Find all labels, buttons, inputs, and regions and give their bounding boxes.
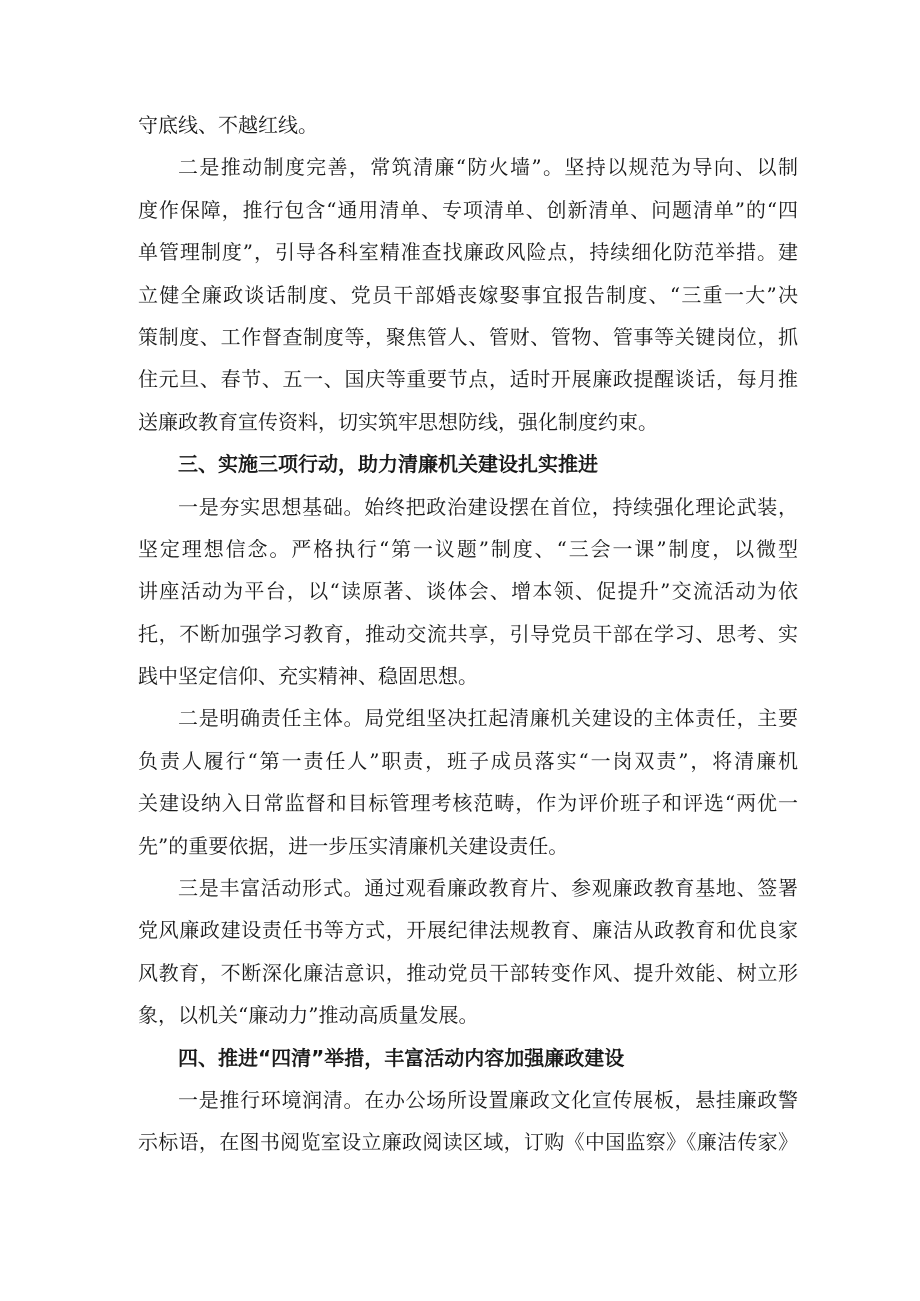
paragraph-first-line: 三是丰富活动形式。通过观看廉政教育片、参观廉政教育基地、签署	[178, 876, 798, 901]
section-heading: 四、推进“四清”举措，丰富活动内容加强廉政建设	[178, 1045, 625, 1070]
text-line: 践中坚定信仰、充实精神、稳固思想。	[138, 664, 478, 689]
paragraph-first-line: 二是明确责任主体。局党组坚决扛起清廉机关建设的主体责任，主要	[178, 706, 798, 731]
paragraph-first-line: 一是推行环境润清。在办公场所设置廉政文化宣传展板，悬挂廉政警	[178, 1087, 798, 1112]
text-line: 守底线、不越红线。	[138, 113, 318, 137]
text-line: 讲座活动为平台，以“读原著、谈体会、增本领、促提升”交流活动为依	[138, 579, 798, 604]
text-line: 单管理制度”，引导各科室精准查找廉政风险点，持续细化防范举措。建	[138, 240, 798, 265]
paragraph-first-line: 二是推动制度完善，常筑清廉“防火墙”。坚持以规范为导向、以制	[178, 155, 798, 180]
text-line: 党风廉政建设责任书等方式，开展纪律法规教育、廉洁从政教育和优良家	[138, 918, 798, 943]
text-line: 先”的重要依据，进一步压实清廉机关建设责任。	[138, 833, 569, 858]
text-line: 策制度、工作督查制度等，聚焦管人、管财、管物、管事等关键岗位，抓	[138, 324, 798, 349]
text-line: 负责人履行“第一责任人”职责，班子成员落实“一岗双责”，将清廉机	[138, 748, 798, 773]
text-line: 象，以机关“廉动力”推动高质量发展。	[138, 1003, 479, 1028]
paragraph-first-line: 一是夯实思想基础。始终把政治建设摆在首位，持续强化理论武装，	[178, 494, 798, 519]
section-heading: 三、实施三项行动，助力清廉机关建设扎实推进	[178, 452, 598, 477]
document-body	[138, 104, 798, 1164]
text-line: 送廉政教育宣传资料，切实筑牢思想防线，强化制度约束。	[138, 409, 658, 434]
text-line: 坚定理想信念。严格执行“第一议题”制度、“三会一课”制度，以微型	[138, 536, 798, 561]
text-line: 示标语，在图书阅览室设立廉政阅读区域，订购《中国监察》《廉洁传家》	[138, 1130, 798, 1155]
text-line: 立健全廉政谈话制度、党员干部婚丧嫁娶事宜报告制度、“三重一大”决	[138, 282, 798, 307]
text-line: 住元旦、春节、五一、国庆等重要节点，适时开展廉政提醒谈话，每月推	[138, 367, 798, 392]
text-line: 风教育，不断深化廉洁意识，推动党员干部转变作风、提升效能、树立形	[138, 960, 798, 985]
text-line: 托，不断加强学习教育，推动交流共享，引导党员干部在学习、思考、实	[138, 621, 798, 646]
text-line: 关建设纳入日常监督和目标管理考核范畴，作为评价班子和评选“两优一	[138, 791, 798, 816]
text-line: 度作保障，推行包含“通用清单、专项清单、创新清单、问题清单”的“四	[138, 197, 798, 222]
